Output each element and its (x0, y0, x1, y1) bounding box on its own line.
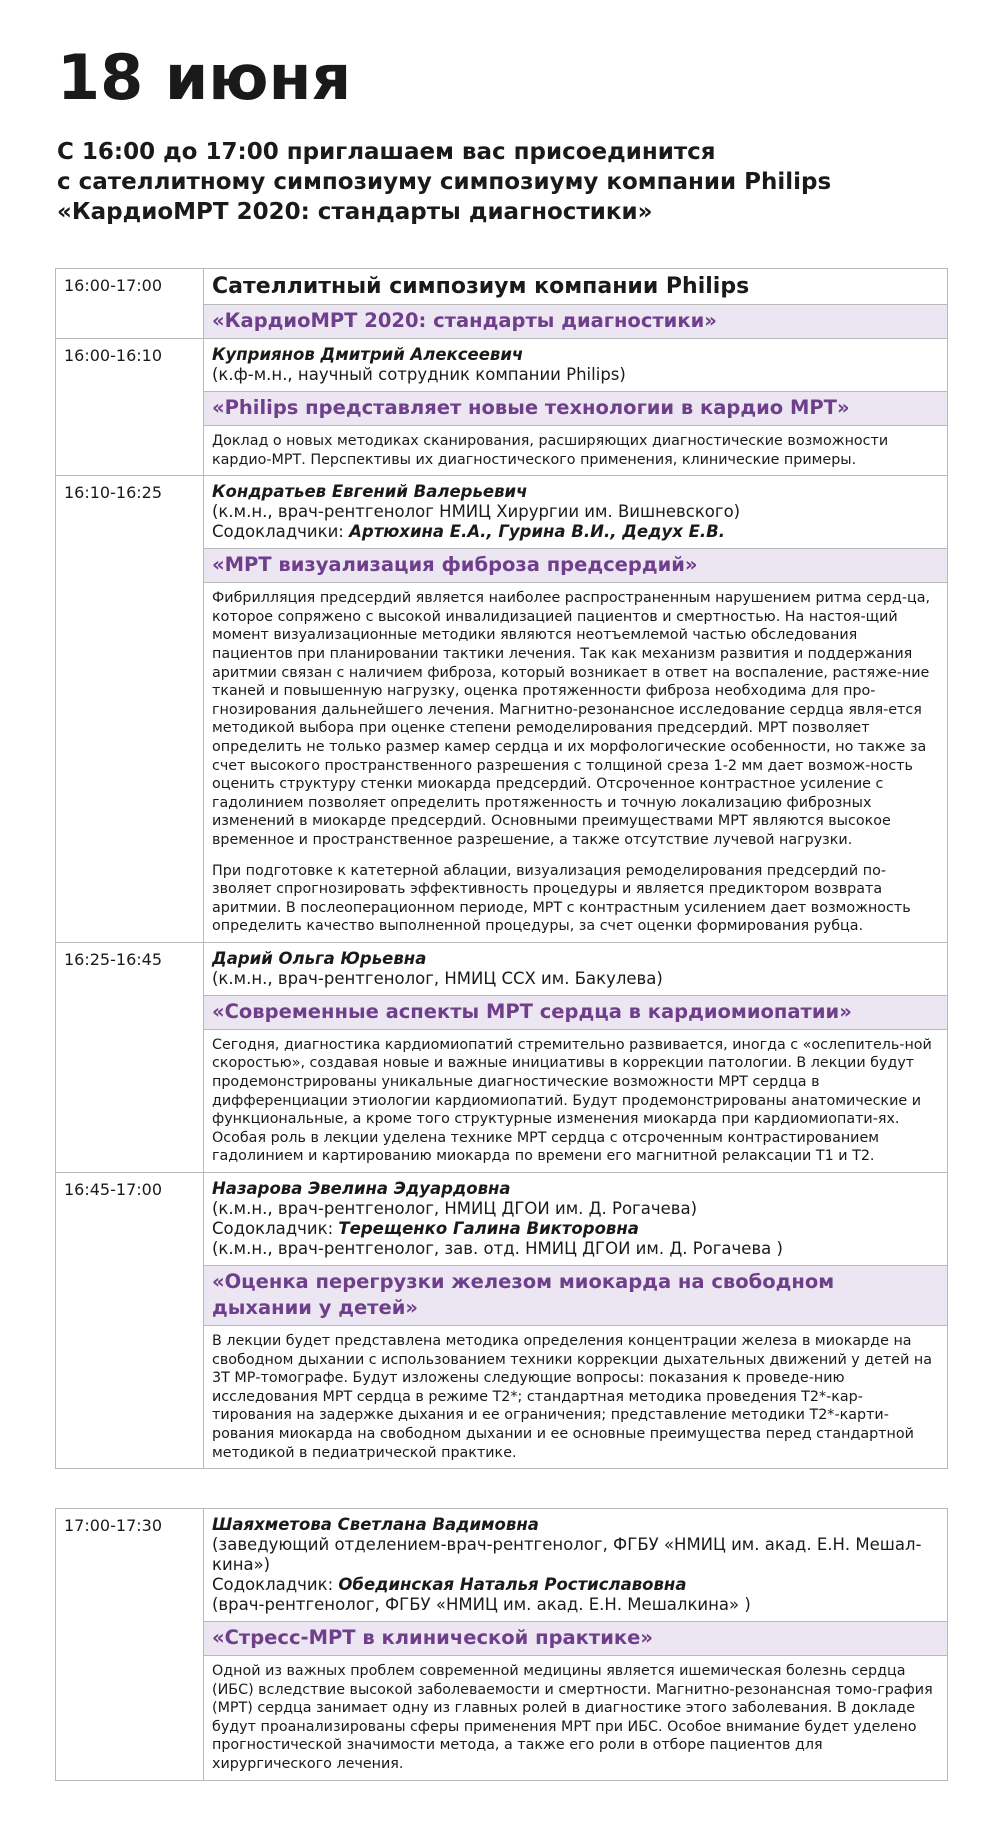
page-date: 18 июня (57, 41, 352, 114)
speaker-name: Шаяхметова Светлана Вадимовна (212, 1515, 539, 1534)
time-cell: 16:25-16:45 (56, 942, 204, 1172)
speaker-affiliation: (к.м.н., врач-рентгенолог НМИЦ Хирургии им. Вишневского) (212, 502, 741, 522)
description-paragraph: При подготовке к катетерной аблации, визуализация ремоделирования предсердий по-зволяет спрогнозировать эффективность процедуры и является предиктором возврата аритмии. В послеоперационном периоде, МРТ с контрастным усилением дает возможность определить качество выполненной процедуры, за счет оценки формирования рубца. (212, 862, 911, 935)
content-cell (204, 269, 948, 339)
talk-row (56, 476, 948, 943)
time-cell: 16:00-17:00 (56, 269, 204, 339)
co-speaker-label: Содокладчик: (212, 1219, 334, 1239)
description-paragraph: В лекции будет представлена методика определения концентрации железа в миокарде на свободном дыхании с использованием техники коррекции дыхательных движений у детей на 3Т МР-томографе. Будут изложены следующие вопросы: показания к проведе-нию исследования МРТ сердца в режиме Т2*; стандартная методика проведения Т2*-кар-тирования на задержке дыхания и ее ограничения; представление методики Т2*-карти-рования миокарда на свободном дыхании и ее основные преимущества перед стандартной методикой в педиатрической практике. (212, 1333, 933, 1461)
talk-description (204, 1030, 947, 1172)
co-speaker-label: Содокладчик: (212, 1575, 334, 1594)
co-speakers (212, 1575, 939, 1595)
program-table-second (55, 1508, 948, 1781)
talk-row (56, 1173, 948, 1469)
co-speaker-names: Обединская Наталья Ростиславовна (338, 1575, 687, 1594)
talk-title: «Оценка перегрузки железом миокарда на свободном дыхании у детей» (204, 1265, 947, 1326)
symposium-row (56, 269, 948, 339)
intro-text (57, 137, 957, 227)
speaker-affiliation: (к.ф-м.н., научный сотрудник компании Philips) (212, 365, 626, 384)
speaker-block (204, 476, 947, 548)
intro-line: с сателлитному симпозиуму симпозиуму компании Philips (57, 169, 832, 195)
talk-title: «Современные аспекты МРТ сердца в кардиомиопатии» (204, 995, 947, 1030)
talk-title: «Стресс-МРТ в клинической практике» (204, 1621, 947, 1656)
time-cell: 16:00-16:10 (56, 339, 204, 476)
description-paragraph: Одной из важных проблем современной медицины является ишемическая болезнь сердца (ИБС) вследствие высокой заболеваемости и смертности. Магнитно-резонансная томо-графия (МРТ) сердца занимает одну из главных ролей в диагностике этого заболевания. В докладе будут проанализированы сферы применения МРТ при ИБС. Особое внимание будет уделено прогностической значимости метода, а также его роли в отборе пациентов для хирургического лечения. (212, 1663, 933, 1772)
speaker-affiliation: (к.м.н., врач-рентгенолог, НМИЦ ДГОИ им. Д. Рогачева) (212, 1199, 698, 1219)
talk-description (204, 1326, 947, 1468)
speaker-affiliation: (заведующий отделением-врач-рентгенолог, ФГБУ «НМИЦ им. акад. Е.Н. Мешал-кина») (212, 1535, 922, 1574)
co-speaker-affiliation: (к.м.н., врач-рентгенолог, зав. отд. НМИЦ ДГОИ им. Д. Рогачева ) (212, 1239, 783, 1259)
program-table-main (55, 268, 948, 1469)
co-speakers (212, 1219, 939, 1239)
talk-title: «МРТ визуализация фиброза предсердий» (204, 548, 947, 583)
co-speakers (212, 522, 939, 542)
content-cell (204, 476, 948, 943)
talk-description (204, 1656, 947, 1780)
symposium-title: Сателлитный симпозиум компании Philips (212, 274, 750, 299)
talk-row (56, 339, 948, 476)
description-paragraph: Сегодня, диагностика кардиомиопатий стремительно развивается, иногда с «ослепитель-ной скоростью», создавая новые и важные инициативы в коррекции патологии. В лекции будут продемонстрированы уникальные диагностические возможности МРТ сердца в дифференциации этиологии кардиомиопатий. Будут продемонстрированы анатомические и функциональные, а кроме того структурные изменения миокарда при кардиомиопати-ях. Особая роль в лекции уделена технике МРТ сердца с отсроченным контрастированием гадолинием и картированию миокарда по времени его магнитной релаксации T1 и T2. (212, 1036, 932, 1165)
time-cell: 16:10-16:25 (56, 476, 204, 943)
speaker-block (204, 1173, 947, 1265)
description-paragraph: Фибрилляция предсердий является наиболее распространенным нарушением ритма серд-ца, которое сопряжено с высокой инвалидизацией пациентов и смертностью. На настоя-щий момент визуализационные методики являются неотъемлемой частью обследования пациентов при планировании тактики лечения. Так как механизм развития и поддержания аритмии связан с наличием фиброза, который возникает в ответ на воспаление, растяже-ние тканей и повышенную нагрузку, оценка протяженности фиброза необходима для про-гнозирования дальнейшего лечения. Магнитно-резонансное исследование сердца явля-ется методикой выбора при оценке степени ремоделирования предсердий. МРТ позволяет определить не только размер камер сердца и их морфологические особенности, но также за счет высокого пространственного разрешения с толщиной среза 1-2 мм дает возмож-ность оценить структуру стенки миокарда предсердий. Отсроченное контрастное усиление с гадолинием позволяет определить протяженность и точную локализацию фиброзных изменений в миокарде предсердий. Основными преимуществами МРТ являются высокое временное и пространственное разрешение, а также отсутствие лучевой нагрузки. (212, 590, 931, 848)
talk-description (204, 583, 947, 942)
talk-row (56, 942, 948, 1172)
co-speaker-label: Содокладчики: (212, 522, 344, 542)
content-cell (204, 339, 948, 476)
speaker-block (204, 1509, 947, 1621)
talk-description (204, 426, 947, 475)
content-cell (204, 942, 948, 1172)
speaker-affiliation: (к.м.н., врач-рентгенолог, НМИЦ ССХ им. Бакулева) (212, 968, 663, 988)
intro-line: «КардиоМРТ 2020: стандарты диагностики» (57, 199, 653, 225)
co-speaker-affiliation: (врач-рентгенолог, ФГБУ «НМИЦ им. акад. Е.Н. Мешалкина» ) (212, 1595, 751, 1614)
co-speaker-names: Артюхина Е.А., Гурина В.И., Дедух Е.В. (349, 522, 725, 542)
intro-line: С 16:00 до 17:00 приглашаем вас присоединится (57, 139, 716, 165)
time-cell: 16:45-17:00 (56, 1173, 204, 1469)
speaker-block (204, 943, 947, 995)
content-cell (204, 1509, 948, 1781)
speaker-name: Дарий Ольга Юрьевна (212, 948, 427, 968)
time-cell: 17:00-17:30 (56, 1509, 204, 1781)
co-speaker-names: Терещенко Галина Викторовна (338, 1219, 639, 1239)
talk-row (56, 1509, 948, 1781)
symposium-subtitle: «КардиоМРТ 2020: стандарты диагностики» (204, 304, 947, 338)
description-paragraph: Доклад о новых методиках сканирования, расширяющих диагностические возможности кардио-МРТ. Перспективы их диагностического применения, клинические примеры. (212, 433, 889, 468)
talk-title: «Philips представляет новые технологии в кардио МРТ» (204, 391, 947, 426)
speaker-name: Назарова Эвелина Эдуардовна (212, 1179, 511, 1199)
speaker-name: Кондратьев Евгений Валерьевич (212, 482, 528, 502)
speaker-block (204, 339, 947, 391)
content-cell (204, 1173, 948, 1469)
speaker-name: Куприянов Дмитрий Алексеевич (212, 345, 524, 364)
